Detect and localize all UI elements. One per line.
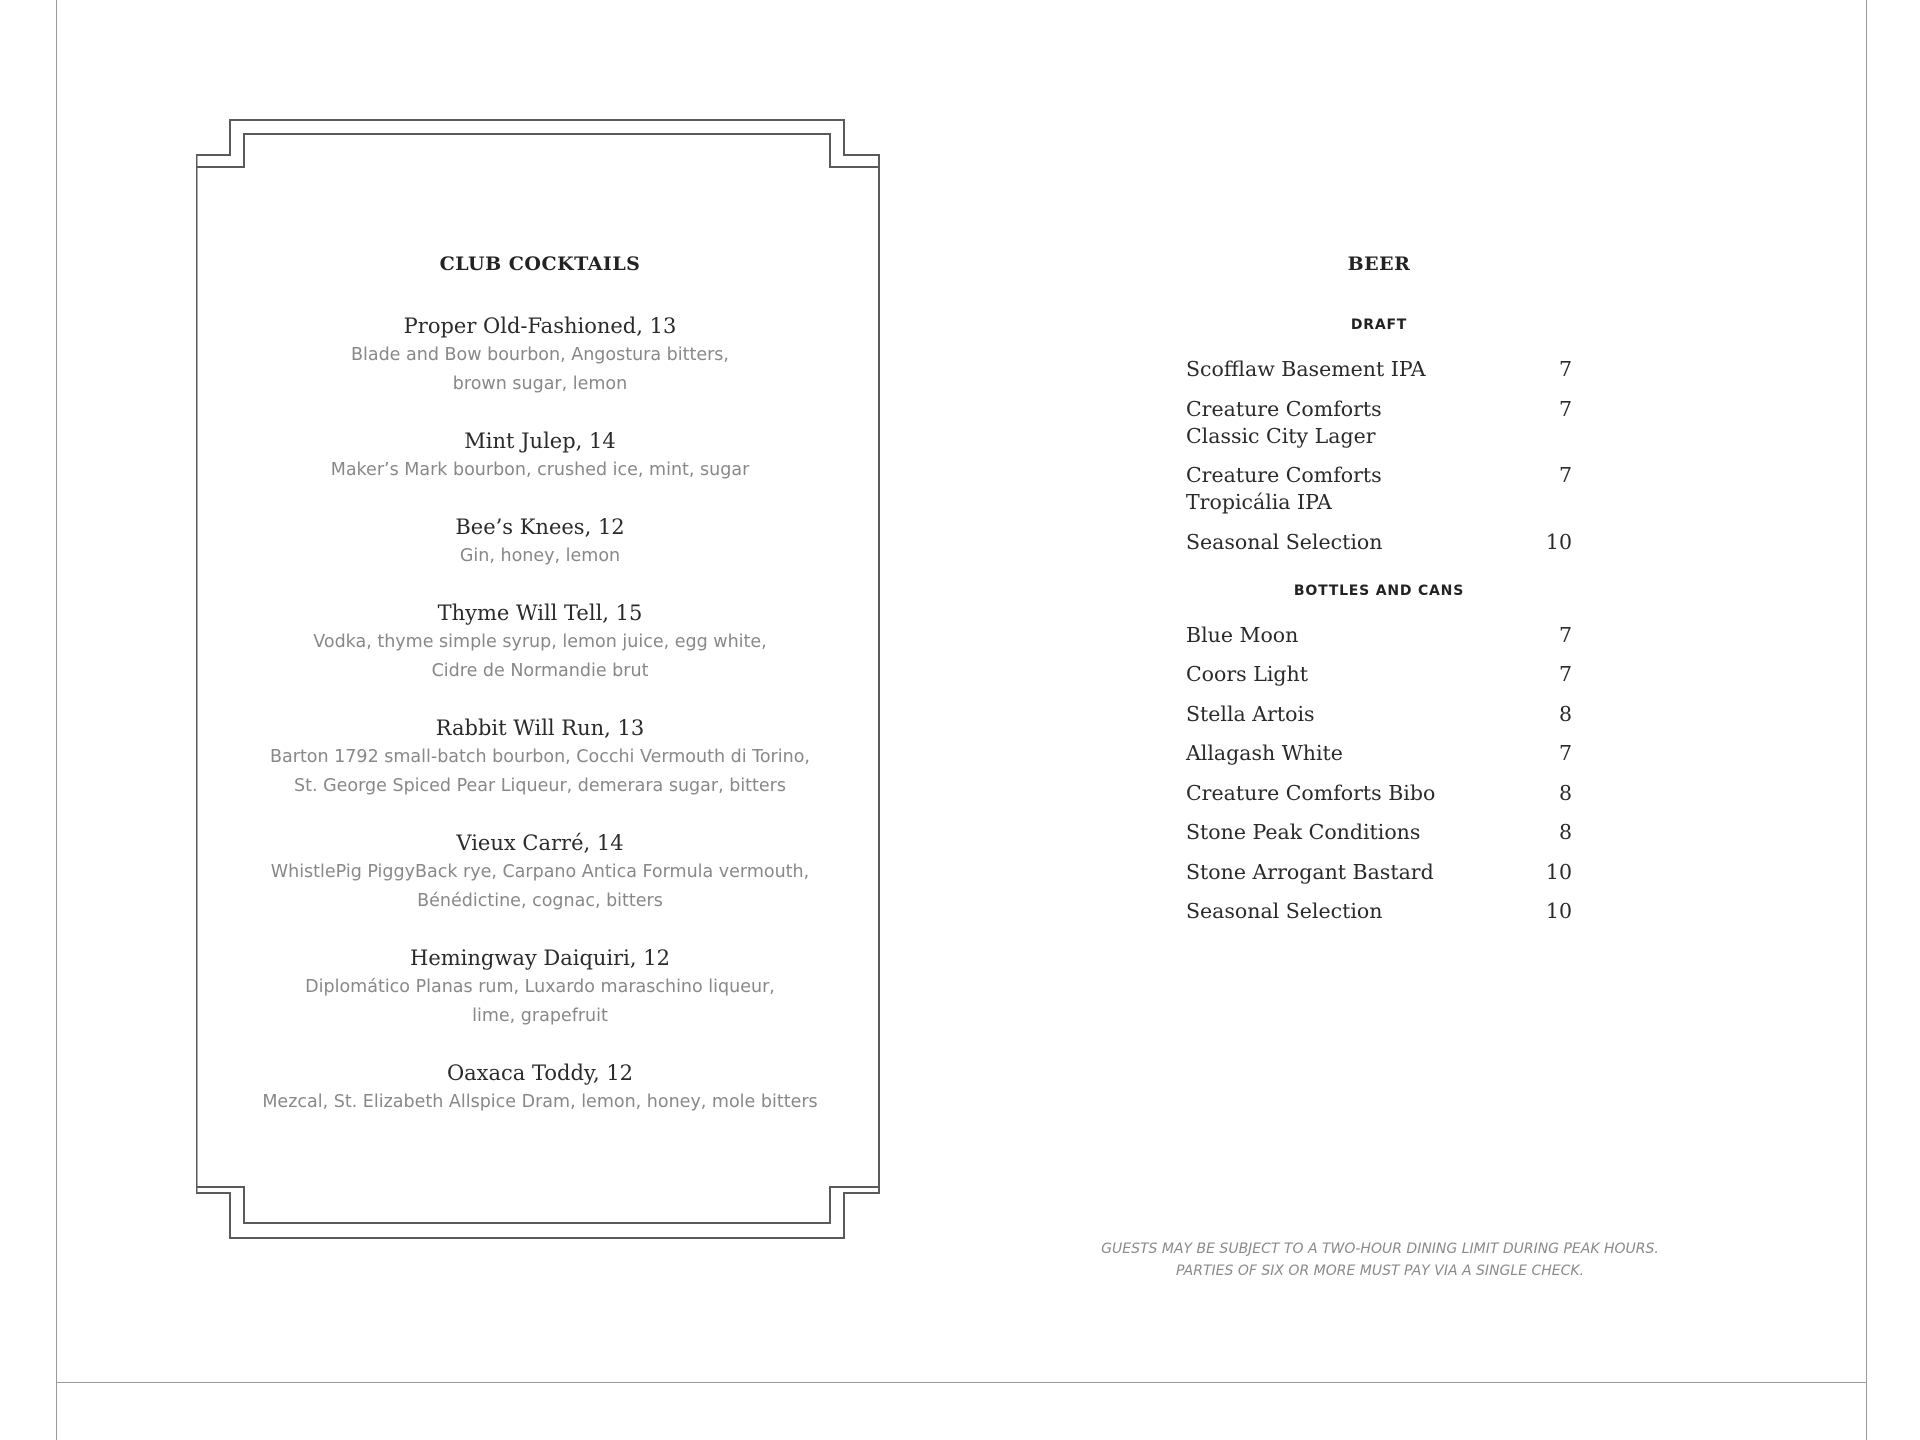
- cocktail-description: Gin, honey, lemon: [459, 546, 621, 566]
- beer-heading: BEER: [1347, 253, 1411, 275]
- beer-row: [1186, 396, 1572, 450]
- beer-price: 8: [1558, 820, 1572, 844]
- beer-price: 7: [1558, 622, 1572, 647]
- beer-row: [1186, 701, 1572, 728]
- cocktail-item: [200, 713, 880, 801]
- cocktail-name: Mint Julep, 14: [464, 429, 616, 453]
- cocktail-description: Mezcal, St. Elizabeth Allspice Dram, lemon, honey, mole bitters: [262, 1092, 818, 1112]
- beer-row: [1186, 859, 1572, 886]
- beer-price: 7: [1558, 463, 1572, 487]
- beer-name: Seasonal Selection: [1186, 899, 1383, 923]
- page-border-right: [1866, 0, 1867, 1440]
- beer-price: 7: [1558, 741, 1572, 765]
- beer-name: Stella Artois: [1186, 701, 1315, 726]
- cocktail-name: Rabbit Will Run, 13: [435, 716, 645, 740]
- cocktail-item: [200, 426, 880, 485]
- beer-name: Scofflaw Basement IPA: [1186, 357, 1426, 381]
- beer-row: [1186, 780, 1572, 807]
- beer-price: 7: [1558, 357, 1572, 381]
- cocktail-item: [200, 598, 880, 686]
- cocktail-item: [200, 828, 880, 916]
- bottles-and-cans-heading: BOTTLES AND CANS: [1293, 582, 1465, 599]
- cocktail-name: Proper Old-Fashioned, 13: [403, 314, 677, 338]
- beer-row: [1186, 622, 1572, 649]
- beer-price: 10: [1545, 899, 1572, 923]
- beer-price: 8: [1558, 701, 1572, 726]
- cocktail-item: [200, 311, 880, 399]
- beer-row: [1186, 356, 1572, 383]
- draft-heading: DRAFT: [1350, 317, 1408, 333]
- beer-price: 8: [1558, 780, 1572, 805]
- cocktail-name: Oaxaca Toddy, 12: [446, 1061, 634, 1085]
- club-cocktails-heading: CLUB COCKTAILS: [439, 253, 641, 275]
- cocktail-name: Vieux Carré, 14: [456, 831, 624, 855]
- beer-row: [1186, 661, 1572, 688]
- beer-price: 10: [1545, 859, 1572, 884]
- club-cocktails-section: [200, 252, 880, 1117]
- beer-row: [1186, 740, 1572, 767]
- cocktail-description: Blade and Bow bourbon, Angostura bitters, brown sugar, lemon: [350, 345, 729, 394]
- beer-name: Stone Peak Conditions: [1186, 820, 1421, 844]
- draft-beer-list: [1186, 356, 1572, 556]
- cocktail-description: Maker’s Mark bourbon, crushed ice, mint, sugar: [330, 460, 750, 480]
- beer-section: [1186, 252, 1572, 938]
- footer-note: [1080, 1238, 1680, 1282]
- cocktail-name: Thyme Will Tell, 15: [437, 601, 643, 625]
- beer-name: Creature Comforts Bibo: [1186, 780, 1436, 805]
- beer-row: [1186, 529, 1572, 556]
- cocktail-description: Diplomático Planas rum, Luxardo maraschino liqueur, lime, grapefruit: [305, 977, 775, 1026]
- beer-name: Seasonal Selection: [1186, 529, 1383, 554]
- beer-name: Creature Comforts Classic City Lager: [1186, 396, 1382, 448]
- cocktail-list: [200, 311, 880, 1117]
- footer-note-line: GUESTS MAY BE SUBJECT TO A TWO-HOUR DINING LIMIT DURING PEAK HOURS.: [1101, 1241, 1659, 1257]
- beer-row: [1186, 462, 1572, 516]
- cocktail-name: Bee’s Knees, 12: [455, 515, 625, 539]
- cocktail-description: WhistlePig PiggyBack rye, Carpano Antica Formula vermouth, Bénédictine, cognac, bitters: [270, 862, 810, 911]
- beer-name: Stone Arrogant Bastard: [1186, 859, 1434, 884]
- page-border-bottom: [56, 1382, 1867, 1383]
- beer-row: [1186, 819, 1572, 846]
- cocktail-item: [200, 943, 880, 1031]
- beer-name: Allagash White: [1186, 741, 1343, 765]
- bottles-beer-list: [1186, 622, 1572, 926]
- beer-price: 10: [1545, 529, 1572, 554]
- cocktail-item: [200, 512, 880, 571]
- cocktail-description: Vodka, thyme simple syrup, lemon juice, egg white, Cidre de Normandie brut: [313, 632, 767, 681]
- cocktail-name: Hemingway Daiquiri, 12: [410, 946, 670, 970]
- cocktail-item: [200, 1058, 880, 1117]
- beer-name: Coors Light: [1186, 662, 1308, 686]
- cocktail-description: Barton 1792 small-batch bourbon, Cocchi Vermouth di Torino, St. George Spiced Pear Liqueur, demerara sugar, bitters: [270, 747, 810, 796]
- beer-price: 7: [1558, 396, 1572, 421]
- beer-row: [1186, 898, 1572, 925]
- beer-name: Blue Moon: [1186, 622, 1299, 647]
- beer-name: Creature Comforts Tropicália IPA: [1186, 463, 1382, 514]
- page-border-left: [56, 0, 57, 1440]
- beer-price: 7: [1558, 662, 1572, 686]
- footer-note-line: PARTIES OF SIX OR MORE MUST PAY VIA A SINGLE CHECK.: [1175, 1263, 1585, 1279]
